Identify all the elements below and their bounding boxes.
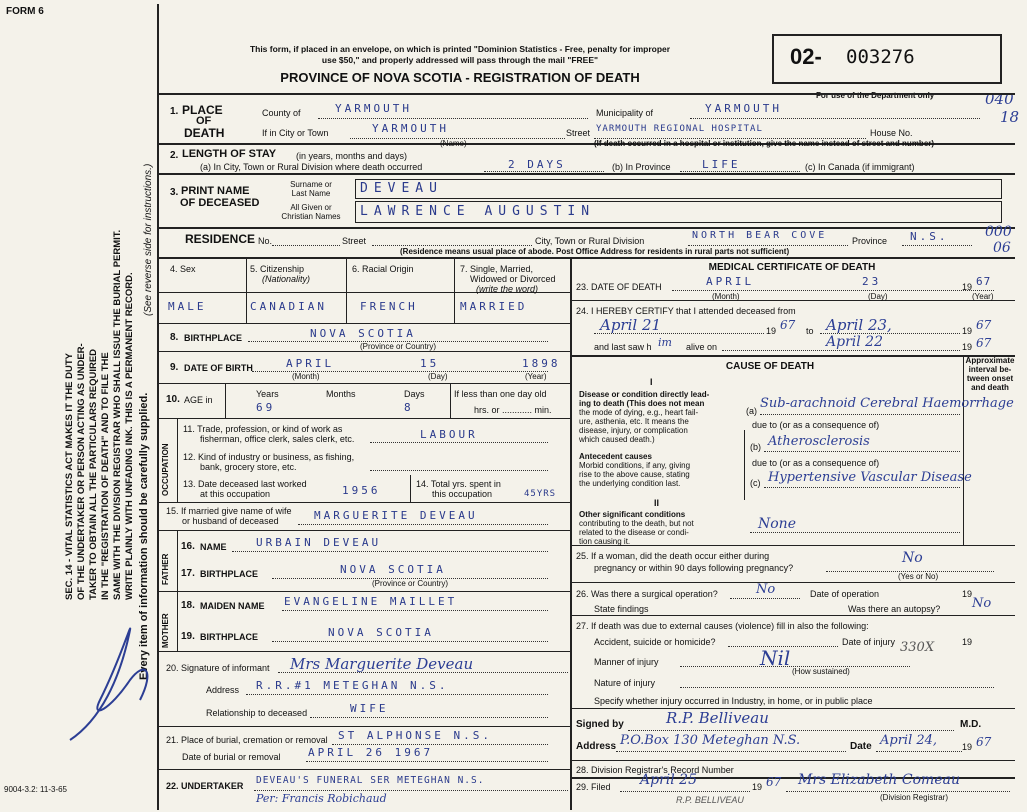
surgical-label: 26. Was there a surgical operation? <box>576 589 718 599</box>
signed-by-value: R.P. Belliveau <box>666 709 769 727</box>
hrs-min-label: hrs. or ............ min. <box>474 405 552 415</box>
mother-label: MOTHER <box>161 613 170 648</box>
age-years: 69 <box>256 401 276 414</box>
place-label: PLACE <box>182 103 223 117</box>
alive-19: 19 <box>962 342 973 352</box>
autopsy-label: Was there an autopsy? <box>848 604 941 614</box>
date-death-label: 23. DATE OF DEATH <box>576 282 662 292</box>
dob-year-label: (Year) <box>525 372 547 381</box>
scribble-mark <box>60 600 170 750</box>
res-city-value: NORTH BEAR COVE <box>692 230 828 241</box>
nature-label: Nature of injury <box>594 678 656 688</box>
last-worked-value: 1956 <box>342 484 381 497</box>
direct-cause-label: Disease or condition directly lead- ing to death (This does not mean the mode of dying, e.g., heart fail- ure, asthenia, etc. It means the disease, injury, or complication which caused death.) <box>579 390 710 444</box>
days-label: Days <box>404 389 425 399</box>
cause-b-value: Atherosclerosis <box>768 434 870 449</box>
injury-19: 19 <box>962 637 973 647</box>
citizenship-label: 5. Citizenship <box>250 264 305 274</box>
pregnancy-value: No <box>902 550 923 566</box>
death-year-label: (Year) <box>972 292 994 301</box>
of-deceased-label: OF DECEASED <box>180 197 260 209</box>
manner-value: Nil <box>760 646 791 670</box>
other-cond-value: None <box>758 516 796 532</box>
attended-to: April 23, <box>826 316 892 334</box>
yes-no-label: (Yes or No) <box>898 572 939 581</box>
filed-19: 19 <box>752 782 763 792</box>
father-birthplace-value: NOVA SCOTIA <box>340 563 446 576</box>
father-label: FATHER <box>161 553 170 585</box>
county-value: YARMOUTH <box>335 102 412 115</box>
from-year: 67 <box>780 318 796 332</box>
stay-a-label: (a) In City, Town or Rural Division where death occurred <box>200 162 423 172</box>
dob-month: APRIL <box>286 357 335 370</box>
wife-label-2: or husband of deceased <box>182 516 279 526</box>
filed-year: 67 <box>766 775 782 789</box>
date-injury-label: Date of injury <box>842 637 896 647</box>
total-yrs-label-2: this occupation <box>432 489 493 499</box>
burial-label-2: Date of burial or removal <box>182 752 281 762</box>
filed-date-value: April 25 <box>640 772 697 788</box>
surname-label: Surname or <box>290 180 332 189</box>
roman-2: II <box>654 498 660 508</box>
informant-sig: Mrs Marguerite Deveau <box>290 655 474 673</box>
sign-year: 67 <box>976 735 992 749</box>
registrar-print: R.P. BELLIVEAU <box>676 795 744 805</box>
record-prefix: 02- <box>790 44 822 69</box>
less-day-label: If less than one day old <box>454 389 547 399</box>
stay-b-value: LIFE <box>702 158 741 171</box>
county-label: County of <box>262 108 301 118</box>
given-label: All Given or <box>290 203 332 212</box>
dept-use: For use of the Department only <box>816 91 935 100</box>
marital-label-1: 7. Single, Married, <box>460 264 534 274</box>
res-province-value: N.S. <box>910 230 949 243</box>
burial-date-value: APRIL 26 1967 <box>308 746 434 759</box>
sign-date-label: Date <box>850 741 872 752</box>
informant-address-value: R.R.#1 METEGHAN N.S. <box>256 679 449 692</box>
res-note: (Residence means usual place of abode. Post Office Address for residents in rural parts not sufficient) <box>400 247 790 256</box>
stay-label: LENGTH OF STAY <box>182 148 277 160</box>
alive-year: 67 <box>976 336 992 350</box>
form-code: 9004-3.2: 11-3-65 <box>4 785 68 794</box>
death-year-value: 67 <box>976 275 992 288</box>
code-330x: 330X <box>900 640 935 655</box>
dob-day: 15 <box>420 357 440 370</box>
marital-value: MARRIED <box>460 300 528 313</box>
alive-on-label: alive on <box>686 342 718 352</box>
pregnancy-label-1: 25. If a woman, did the death occur either during <box>576 551 770 561</box>
cause-b-marker: (b) <box>750 442 761 452</box>
pregnancy-label-2: pregnancy or within 90 days following pregnancy? <box>594 563 794 573</box>
place-num: 1. <box>170 106 179 117</box>
birthplace-value: NOVA SCOTIA <box>310 327 416 340</box>
page-title: PROVINCE OF NOVA SCOTIA - REGISTRATION OF DEATH <box>280 70 640 85</box>
side-notice: SEC. 14 - VITAL STATISTICS ACT MAKES IT THE DUTY OF THE UNDERTAKER OR PERSON ACTING AS UNDER- TAKER TO OBTAIN ALL THE PARTICULARS REQUIRED IN THE "REGISTRATION OF DEATH" AND TO FILE THE SAME WITH THE DIVISION REGISTRAR WHO SHALL ISSUE THE BURIAL PERMIT. WRITE PLAINLY WITH UNFADING INK. THIS IS A PERMANENT RECORD. <box>64 229 135 600</box>
city-label: If in City or Town <box>262 128 329 138</box>
burial-place-value: ST ALPHONSE N.S. <box>338 729 492 742</box>
how-sustained-label: (How sustained) <box>792 667 850 676</box>
stay-num: 2. <box>170 150 179 161</box>
marital-label-3: (write the word) <box>476 284 539 294</box>
sex-label: 4. Sex <box>170 264 196 274</box>
res-province-label: Province <box>852 236 888 246</box>
sign-date-value: April 24, <box>880 733 938 748</box>
stay-b-label: (b) In Province <box>612 162 671 172</box>
from-19: 19 <box>766 326 777 336</box>
print-num: 3. <box>170 187 179 198</box>
print-label: PRINT NAME <box>181 185 250 197</box>
mother-maiden-value: EVANGELINE MAILLET <box>284 595 458 608</box>
sex-value: MALE <box>168 300 207 313</box>
father-birthplace-label: BIRTHPLACE <box>200 569 258 579</box>
mother-birthplace-value: NOVA SCOTIA <box>328 626 434 639</box>
city-value: YARMOUTH <box>372 122 449 135</box>
surgical-value: No <box>756 582 776 597</box>
md-label: M.D. <box>960 719 982 730</box>
side-notice-3: (See reverse side for instructions.) <box>143 163 154 316</box>
res-street-label: Street <box>342 236 367 246</box>
maiden-label: MAIDEN NAME <box>200 601 265 611</box>
stay-sub: (in years, months and days) <box>296 151 408 161</box>
undertaker-label: 22. UNDERTAKER <box>166 781 244 791</box>
state-findings-label: State findings <box>594 604 649 614</box>
last-worked-label-2: at this occupation <box>200 489 271 499</box>
mother-birthplace-label: BIRTHPLACE <box>200 632 258 642</box>
due-to-2: due to (or as a consequence of) <box>752 458 880 468</box>
res-city-label: City, Town or Rural Division <box>535 236 645 246</box>
last-worked-label-1: 13. Date deceased last worked <box>183 479 307 489</box>
cause-title: CAUSE OF DEATH <box>725 361 815 372</box>
div-reg-no-label: 28. Division Registrar's Record Number <box>576 765 734 775</box>
filed-label: 29. Filed <box>576 782 611 792</box>
cause-c-marker: (c) <box>750 478 761 488</box>
attended-from: April 21 <box>600 316 662 334</box>
last-name-label: Last Name <box>291 189 331 198</box>
res-no-label: No. <box>258 236 273 246</box>
cause-a-marker: (a) <box>746 406 757 416</box>
prov-country-label: (Province or Country) <box>360 342 437 351</box>
dob-year: 1898 <box>522 357 561 370</box>
other-sig-label: Other significant conditions contributing to the death, but not related to the disease or condi- tion causing it. <box>579 510 694 546</box>
to-19: 19 <box>962 326 973 336</box>
due-to-1: due to (or as a consequence of) <box>752 420 880 430</box>
of-label: OF <box>196 115 212 127</box>
undertaker-sig: Per: Francis Robichaud <box>256 792 387 805</box>
dob-month-label: (Month) <box>292 372 320 381</box>
death-month-label: (Month) <box>712 292 740 301</box>
age-days: 8 <box>404 401 414 414</box>
cause-a-value: Sub-arachnoid Cerebral Haemorrhage <box>760 396 1014 411</box>
racial-label: 6. Racial Origin <box>352 264 414 274</box>
signer-address-label: Address <box>576 741 617 752</box>
house-label: House No. <box>870 128 913 138</box>
last-saw-label: and last saw h <box>594 342 652 352</box>
form-id: FORM 6 <box>6 6 44 17</box>
wife-label-1: 15. If married give name of wife <box>166 506 292 516</box>
age-label: AGE in <box>184 395 213 405</box>
to-label: to <box>806 326 814 336</box>
roman-1: I <box>650 377 653 387</box>
name-sub: (Name) <box>440 139 467 148</box>
autopsy-value: No <box>972 596 992 611</box>
res-code-bottom: 06 <box>993 240 1011 256</box>
father-name-value: URBAIN DEVEAU <box>256 536 382 549</box>
to-year: 67 <box>976 318 992 332</box>
med-title: MEDICAL CERTIFICATE OF DEATH <box>708 262 876 273</box>
mailing-notice-1: This form, if placed in an envelope, on which is printed "Dominion Statistics - Free, penalty for improper <box>249 44 671 54</box>
death-day-value: 23 <box>862 275 882 288</box>
nationality-label: (Nationality) <box>262 274 311 284</box>
side-notice-2: Every item of information should be carefully supplied. <box>138 392 150 680</box>
cause-c-value: Hypertensive Vascular Disease <box>768 470 972 485</box>
date-op-label: Date of operation <box>810 589 880 599</box>
burial-label-1: 21. Place of burial, cremation or removal <box>166 735 328 745</box>
total-yrs-value: 45YRS <box>524 489 557 499</box>
years-label: Years <box>256 389 279 399</box>
death-label: DEATH <box>184 126 225 140</box>
months-label: Months <box>326 389 356 399</box>
stay-a-value: 2 DAYS <box>508 158 566 171</box>
alive-on-value: April 22 <box>826 334 883 350</box>
hospital-note: (If death occurred in a hospital or institution, give the name instead of street and number) <box>594 139 935 148</box>
total-yrs-label-1: 14. Total yrs. spent in <box>416 479 501 489</box>
street-value: YARMOUTH REGIONAL HOSPITAL <box>596 124 763 134</box>
antecedent-label: Antecedent causes Morbid conditions, if any, giving rise to the above cause, stating the underlying condition last. <box>579 452 691 488</box>
dept-code-top: 040 <box>985 90 1014 108</box>
dob-day-label: (Day) <box>428 372 448 381</box>
citizenship-value: CANADIAN <box>250 300 327 313</box>
stay-c-label: (c) In Canada (if immigrant) <box>805 162 915 172</box>
informant-label: 20. Signature of informant <box>166 663 270 673</box>
trade-value: LABOUR <box>420 428 478 441</box>
manner-label: Manner of injury <box>594 657 659 667</box>
op-19: 19 <box>962 589 973 599</box>
industry-label-2: bank, grocery store, etc. <box>200 462 297 472</box>
mailing-notice-2: use $50," and properly addressed will pass through the mail "FREE" <box>321 55 599 65</box>
relationship-label: Relationship to deceased <box>206 708 308 718</box>
given-value: LAWRENCE AUGUSTIN <box>360 204 596 219</box>
record-number: 003276 <box>846 46 915 68</box>
death-day-label: (Day) <box>868 292 888 301</box>
industry-label-1: 12. Kind of industry or business, as fishing, <box>183 452 355 462</box>
occupation-label: OCCUPATION <box>161 443 170 496</box>
trade-label-1: 11. Trade, profession, or kind of work as <box>183 424 343 434</box>
div-reg-label: (Division Registrar) <box>880 793 949 802</box>
res-code-top: 000 <box>985 224 1012 240</box>
racial-value: FRENCH <box>360 300 418 313</box>
trade-label-2: fisherman, office clerk, sales clerk, etc. <box>200 434 355 444</box>
registrar-sig: Mrs Elizabeth Comeau <box>798 772 960 788</box>
father-name-label: NAME <box>200 542 227 552</box>
father-prov-country: (Province or Country) <box>372 579 449 588</box>
death-19: 19 <box>962 282 973 292</box>
wife-value: MARGUERITE DEVEAU <box>314 509 478 522</box>
undertaker-value: DEVEAU'S FUNERAL SER METEGHAN N.S. <box>256 775 485 786</box>
certify-label: 24. I HEREBY CERTIFY that I attended deceased from <box>576 306 796 316</box>
residence-label: RESIDENCE <box>185 232 256 246</box>
marital-label-2: Widowed or Divorced <box>470 274 556 284</box>
dept-code-bottom: 18 <box>1000 108 1020 126</box>
street-label: Street <box>566 128 591 138</box>
signer-address-value: P.O.Box 130 Meteghan N.S. <box>620 733 801 748</box>
municipality-value: YARMOUTH <box>705 102 782 115</box>
relationship-value: WIFE <box>350 702 389 715</box>
birthplace-label: BIRTHPLACE <box>184 333 242 343</box>
accident-label: Accident, suicide or homicide? <box>594 637 716 647</box>
municipality-label: Municipality of <box>596 108 654 118</box>
external-label: 27. If death was due to external causes (violence) fill in also the following: <box>576 621 869 631</box>
dob-label: DATE OF BIRTH <box>184 363 253 373</box>
him-value: im <box>658 336 672 349</box>
approx-label: Approximate interval be- tween onset and death <box>965 356 1015 392</box>
informant-address-label: Address <box>206 685 240 695</box>
christian-label: Christian Names <box>281 212 341 221</box>
surname-value: DEVEAU <box>360 181 443 196</box>
signed-by-label: Signed by <box>576 719 624 730</box>
specify-label: Specify whether injury occurred in Industry, in home, or in public place <box>594 696 873 706</box>
death-month-value: APRIL <box>706 275 755 288</box>
sign-19: 19 <box>962 742 973 752</box>
